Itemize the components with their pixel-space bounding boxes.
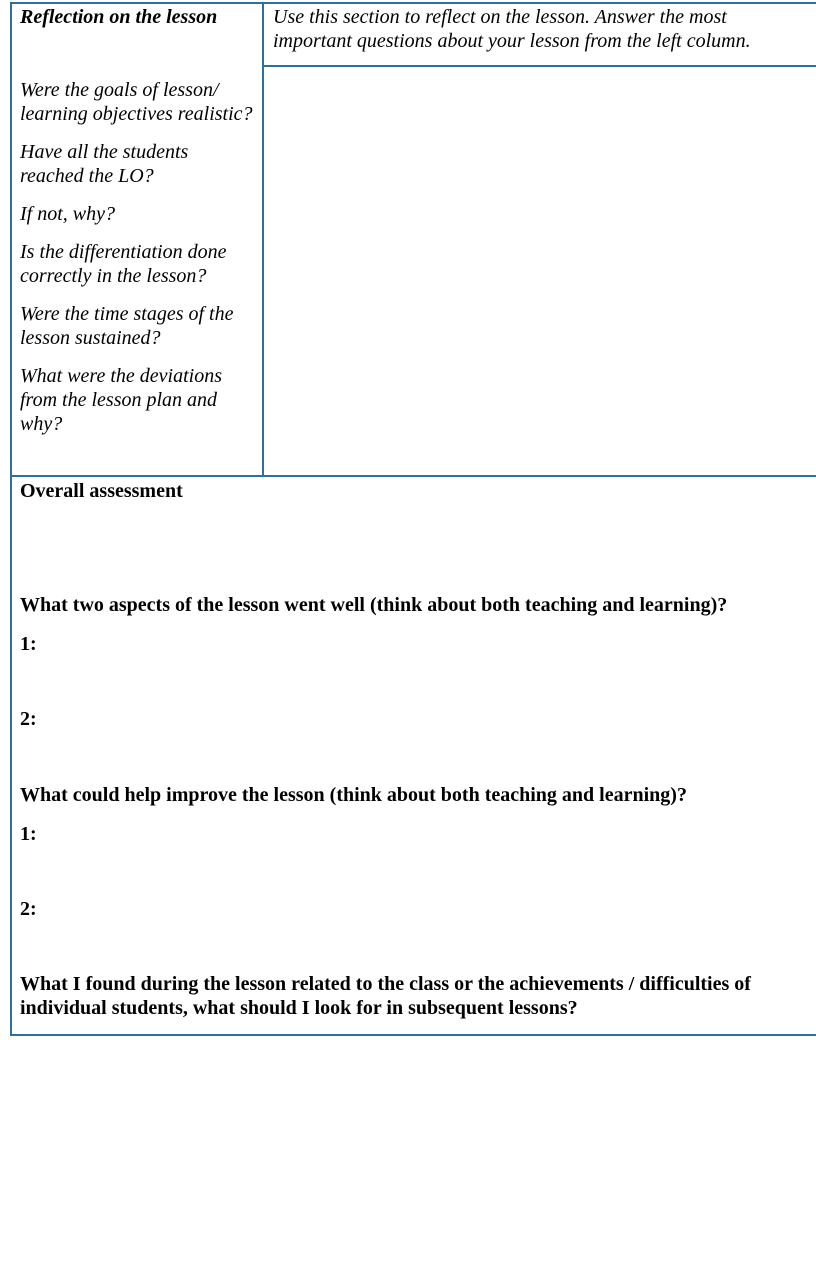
went-well-item-2: 2: bbox=[20, 708, 37, 730]
went-well-item-1: 1: bbox=[20, 633, 37, 655]
reflection-instructions: Use this section to reflect on the lesson. Answer the most important questions about your lesson from the left column. bbox=[273, 6, 751, 52]
table-bottom-border bbox=[10, 1034, 816, 1036]
table-top-border bbox=[10, 2, 816, 4]
reflection-answer-cell[interactable] bbox=[264, 67, 816, 475]
overall-heading: Overall assessment bbox=[20, 480, 183, 502]
question-time-stages: Were the time stages of the lesson sustained? bbox=[20, 303, 234, 349]
went-well-question: What two aspects of the lesson went well (think about both teaching and learning)? bbox=[20, 594, 728, 616]
question-differentiation: Is the differentiation done correctly in the lesson? bbox=[20, 241, 227, 287]
reflection-heading: Reflection on the lesson bbox=[20, 6, 218, 28]
question-goals-realistic: Were the goals of lesson/ learning objectives realistic? bbox=[20, 79, 253, 125]
improve-question: What could help improve the lesson (think about both teaching and learning)? bbox=[20, 784, 687, 806]
question-if-not-why: If not, why? bbox=[20, 203, 115, 225]
reflection-questions bbox=[20, 78, 256, 450]
question-deviations: What were the deviations from the lesson plan and why? bbox=[20, 365, 222, 435]
reflection-bottom-border bbox=[10, 475, 816, 477]
improve-item-2: 2: bbox=[20, 898, 37, 920]
table-left-border bbox=[10, 2, 12, 1036]
improve-item-1: 1: bbox=[20, 823, 37, 845]
question-students-reached-lo: Have all the students reached the LO? bbox=[20, 141, 189, 187]
findings-question: What I found during the lesson related to the class or the achievements / difficulties of individual students, what should I look for in subsequent lessons? bbox=[20, 973, 751, 1019]
